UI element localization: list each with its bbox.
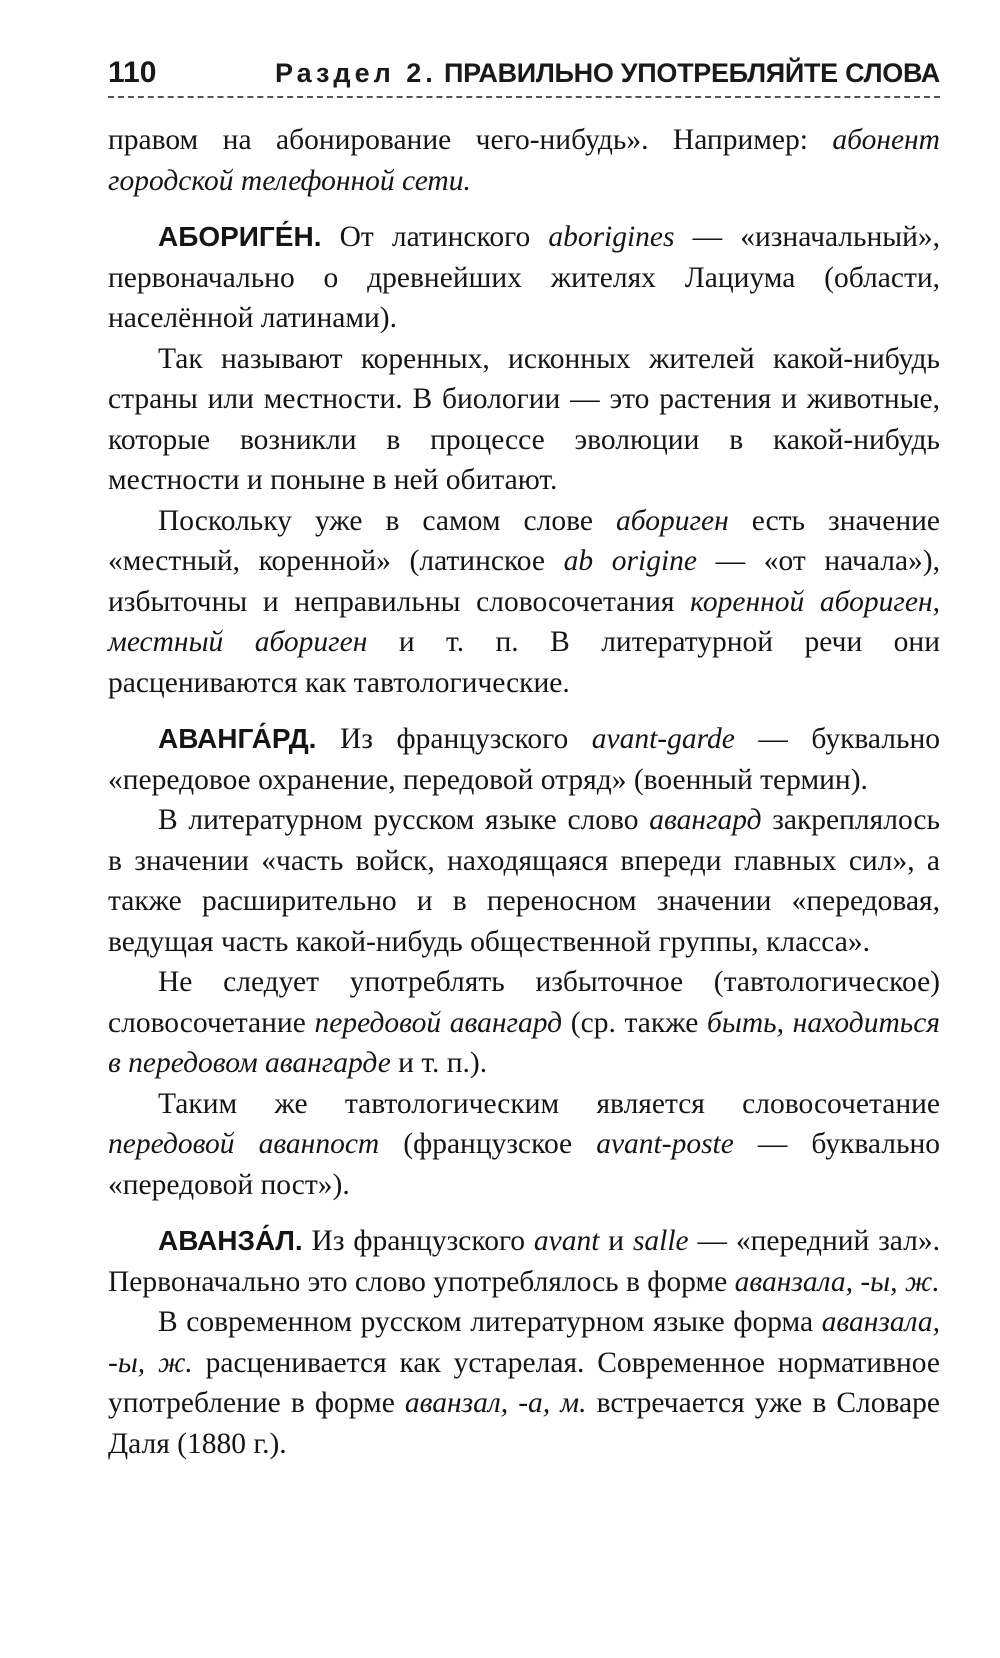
page-body: [108, 120, 940, 1464]
entry-aborigen-usage: Так называют коренных, исконных жителей какой-нибудь страны или местности. В биологии — это растения и животные, которые возникли в процессе эволюции в какой-нибудь местности и поныне в ней обитают.: [108, 342, 940, 496]
headword-avangard: АВАНГА́РД.: [158, 723, 317, 754]
section-label: Раздел 2.: [275, 58, 437, 88]
entry-aborigen-definition: АБОРИГЕ́Н. От латинского aborigines — «изначальный», первоначально о древнейших жителях Лациума (области, населённой латинами).: [108, 221, 940, 334]
entry-avanzal-definition: АВАНЗА́Л. Из французского avant и salle — «передний зал». Первоначально это слово употреблялось в форме аванзала, -ы, ж.: [108, 1225, 940, 1298]
running-head-title: [275, 58, 940, 89]
section-title: ПРАВИЛЬНО УПОТРЕБЛЯЙТЕ СЛОВА: [443, 58, 940, 88]
continuation-paragraph: правом на абонирование чего-нибудь». Например: абонент городской телефонной сети.: [108, 124, 940, 197]
entry-avanzal-usage: В современном русском литературном языке форма аванзала, -ы, ж. расценивается как устарелая. Современное нормативное употребление в форме аванзал, -а, м. встречается уже в Словаре Даля (1880 г.).: [108, 1306, 940, 1460]
headword-aborigen: АБОРИГЕ́Н.: [158, 221, 322, 252]
headword-avanzal: АВАНЗА́Л.: [158, 1225, 303, 1256]
entry-avangard-usage: В литературном русском языке слово авангард закреплялось в значении «часть войск, находящаяся впереди главных сил», а также расширительно и в переносном значении «передовая, ведущая часть какой-нибудь общественной группы, класса».: [108, 804, 940, 958]
entry-aborigen-note: Поскольку уже в самом слове абориген есть значение «местный, коренной» (латинское ab origine — «от начала»), избыточны и неправильны словосочетания коренной абориген, местный абориген и т. п. В литературной речи они расцениваются как тавтологические.: [108, 504, 941, 699]
entry-avangard-definition: АВАНГА́РД. Из французского avant-garde — буквально «передовое охранение, передовой отряд» (военный термин).: [108, 723, 941, 796]
entry-avangard-note-2: Таким же тавтологическим является словосочетание передовой аванпост (французское avant-poste — буквально «передовой пост»).: [108, 1087, 940, 1201]
running-header: [108, 52, 940, 98]
entry-avangard-note: Не следует употреблять избыточное (тавтологическое) словосочетание передовой авангард (ср. также быть, находиться в передовом авангарде и т. п.).: [108, 966, 940, 1079]
page-number: 110: [108, 56, 157, 89]
